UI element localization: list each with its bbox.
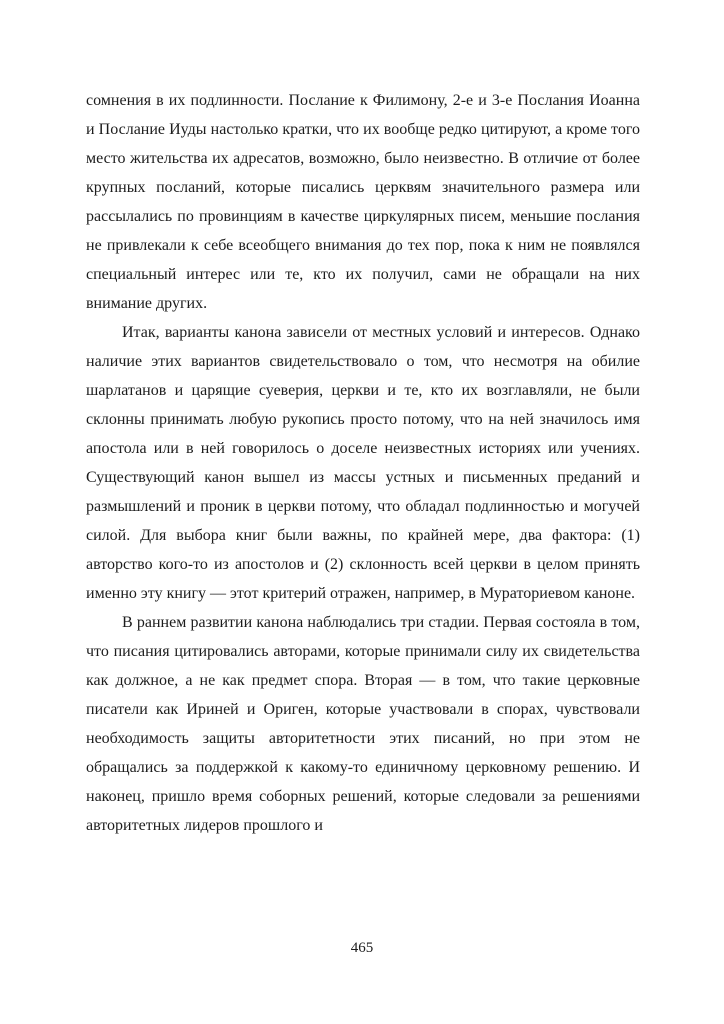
paragraph: В раннем развитии канона наблюдались три стадии. Первая состояла в том, что писания цитировались авторами, которые принимали силу их свидетельства как должное, а не как предмет спора. Вторая — в том, что такие церковные писатели как Ириней и Ориген, которые участвовали в спорах, чувствовали необходимость защиты авторитетности этих писаний, но при этом не обращались за поддержкой к какому-то единичному церковному решению. И наконец, пришло время соборных решений, которые следовали за решениями авторитетных лидеров прошлого и bbox=[86, 614, 640, 834]
paragraph: сомнения в их подлинности. Послание к Филимону, 2-е и 3-е Послания Иоанна и Послание Иуды настолько кратки, что их вообще редко цитируют, а кроме того место жительства их адресатов, возможно, было неизвестно. В отличие от более крупных посланий, которые писались церквям значительного размера или рассылались по провинциям в качестве циркулярных писем, меньшие послания не привлекали к себе всеобщего внимания до тех пор, пока к ним не появлялся специальный интерес или те, кто их получил, сами не обращали на них внимание других. bbox=[86, 92, 640, 312]
page-number: 465 bbox=[350, 940, 374, 956]
paragraph: Итак, варианты канона зависели от местных условий и интересов. Однако наличие этих вариантов свидетельствовало о том, что несмотря на обилие шарлатанов и царящие суеверия, церкви и те, кто их возглавляли, не были склонны принимать любую рукопись просто потому, что на ней значилось имя апостола или в ней говорилось о доселе неизвестных историях или учениях. Существующий канон вышел из массы устных и письменных преданий и размышлений и проник в церкви потому, что обладал подлинностью и могучей силой. Для выбора книг были важны, по крайней мере, два фактора: (1) авторство кого-то из апостолов и (2) склонность всей церкви в целом принять именно эту книгу — этот критерий отражен, например, в Мураториевом каноне. bbox=[86, 324, 640, 602]
body-text bbox=[86, 86, 640, 840]
